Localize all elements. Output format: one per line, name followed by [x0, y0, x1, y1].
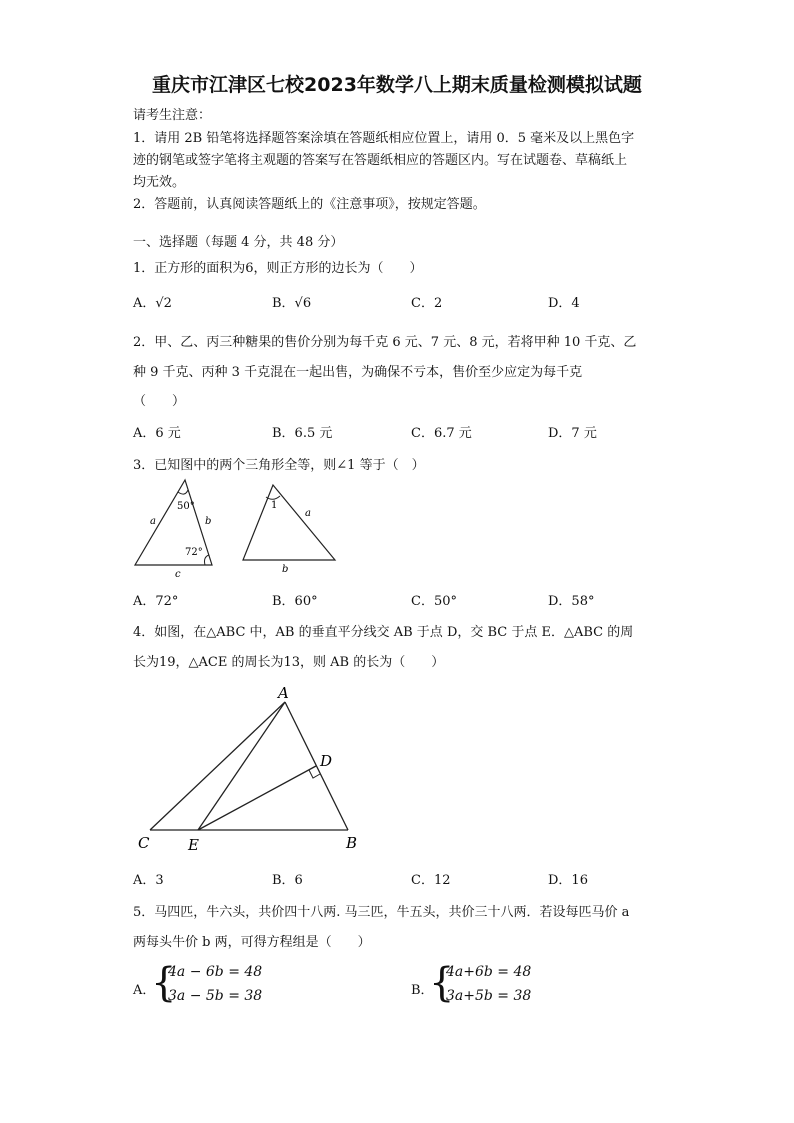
q1-option-a: A．√2 [133, 296, 172, 311]
question-2-line: 种 9 千克、丙种 3 千克混在一起出售，为确保不亏本，售价至少应定为每千克 [133, 365, 583, 380]
angle-50-label: 50° [177, 501, 195, 512]
q2-option-c: C．6.7 元 [411, 426, 472, 441]
q1-option-c: C．2 [411, 296, 443, 311]
notice-line: 1．请用 2B 铅笔将选择题答案涂填在答题纸相应位置上，请用 0．5 毫米及以上黑色字 [133, 131, 635, 146]
point-e-label: E [188, 836, 199, 854]
question-4-line: 4．如图，在△ABC 中，AB 的垂直平分线交 AB 于点 D，交 BC 于点 E．△ABC 的周 [133, 625, 634, 640]
notice-line: 迹的钢笔或签字笔将主观题的答案写在答题纸相应的答题区内。写在试题卷、草稿纸上 [133, 153, 628, 168]
section-heading: 一、选择题（每题 4 分，共 48 分） [133, 235, 344, 250]
q5-option-a-label: A． [133, 983, 156, 998]
q5-option-a-eq2: 3a − 5b = 38 [168, 988, 263, 1004]
question-5-line: 两每头牛价 b 两，可得方程组是（ ） [133, 935, 371, 950]
question-2-line: 2．甲、乙、丙三种糖果的售价分别为每千克 6 元、7 元、8 元，若将甲种 10 千克、乙 [133, 335, 637, 350]
question-2-line: （ ） [133, 394, 186, 409]
question-3-stem: 3．已知图中的两个三角形全等，则∠1 等于（ ） [133, 458, 425, 473]
question-4-line: 长为19，△ACE 的周长为13，则 AB 的长为（ ） [133, 655, 445, 670]
right-triangle [243, 485, 335, 575]
brace-icon: { [151, 960, 177, 1006]
point-d-label: D [320, 752, 333, 770]
q3-option-b: B．60° [272, 594, 318, 609]
point-b-label: B [346, 834, 358, 852]
q3-option-c: C．50° [411, 594, 457, 609]
q4-option-d: D．16 [548, 873, 588, 888]
q4-triangle-figure [130, 680, 370, 855]
q2-option-a: A．6 元 [133, 426, 181, 441]
question-1-stem: 1．正方形的面积为6，则正方形的边长为（ ） [133, 261, 423, 276]
q3-option-a: A．72° [133, 594, 179, 609]
q4-option-c: C．12 [411, 873, 451, 888]
side-b-label: b [282, 564, 289, 575]
q3-triangles-figure [125, 475, 355, 580]
q2-option-d: D．7 元 [548, 426, 597, 441]
point-a-label: A [278, 684, 289, 702]
notice-heading: 请考生注意： [133, 108, 212, 123]
brace-icon: { [429, 960, 455, 1006]
q4-option-b: B．6 [272, 873, 303, 888]
triangle-abc [138, 684, 357, 854]
page-title: 重庆市江津区七校2023年数学八上期末质量检测模拟试题 [152, 74, 642, 96]
q5-option-b-label: B． [411, 983, 434, 998]
q4-option-a: A．3 [133, 873, 164, 888]
angle-1-label: 1 [271, 500, 278, 511]
notice-line: 均无效。 [133, 175, 186, 190]
question-5-line: 5．马四匹，牛六头，共价四十八两. 马三匹，牛五头，共价三十八两．若设每匹马价 a [133, 905, 630, 920]
angle-72-label: 72° [185, 547, 203, 558]
side-c-label: c [175, 569, 181, 580]
point-c-label: C [138, 834, 150, 852]
q3-option-d: D．58° [548, 594, 595, 609]
side-b-label: b [205, 516, 212, 527]
q1-option-d: D．4 [548, 296, 580, 311]
left-triangle [135, 480, 212, 580]
side-a-label: a [150, 516, 156, 527]
q2-option-b: B．6.5 元 [272, 426, 333, 441]
q5-option-b-eq1: 4a+6b = 48 [446, 964, 532, 980]
q5-option-a-eq1: 4a − 6b = 48 [168, 964, 263, 980]
q1-option-b: B．√6 [272, 296, 312, 311]
q5-option-b-eq2: 3a+5b = 38 [446, 988, 532, 1004]
side-a-label: a [305, 508, 311, 519]
notice-line: 2．答题前，认真阅读答题纸上的《注意事项》，按规定答题。 [133, 197, 486, 212]
